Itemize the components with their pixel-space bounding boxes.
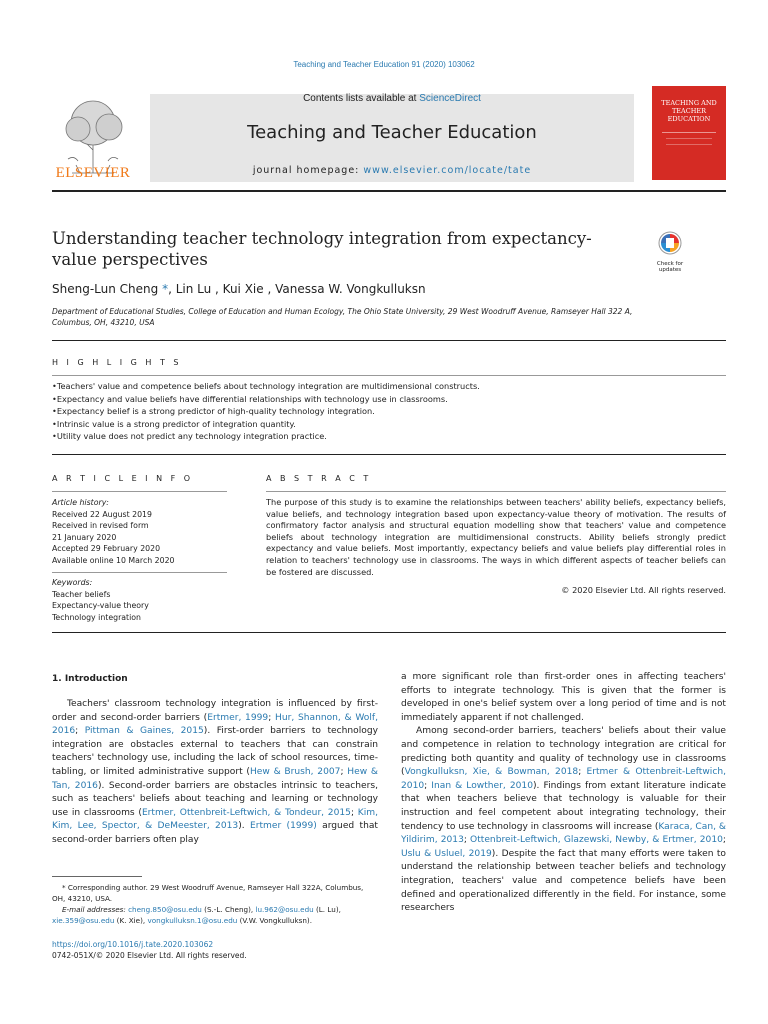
text-run: ; [463, 835, 471, 846]
abstract-bottom-rule [52, 632, 726, 633]
text-run: ). Despite the fact that many efforts were taken to understand the relationship between teacher beliefs and technology integration, teachers' value and competence beliefs have been defined and operationalized differently in the field. For instance, some researchers [401, 848, 726, 914]
text-run: ). [238, 821, 250, 832]
text-run: ). Second-order barriers are obstacles intrinsic to teachers, such as teachers' beliefs about teaching and learning or technology use in classrooms ( [52, 780, 378, 818]
author-name[interactable]: , Vanessa W. Vongkulluksn [263, 282, 426, 296]
right-column [401, 671, 726, 916]
abstract-text: The purpose of this study is to examine the relationships between teachers' ability beliefs, expectancy beliefs, value beliefs, and technology integration based upon expectancy-value theory of motivation. The results of confirmatory factor analysis and structural equation modelling show that teachers' value and competence beliefs about technology integration are multidimensional constructs. Ability beliefs strongly predict expectancy and value beliefs. Most importantly, expectancy beliefs and value beliefs play differential roles in relation to teachers' technology use in classrooms. The ways in which different aspects of teacher beliefs can be fostered are discussed. [266, 497, 726, 577]
text-run: (K. Xie), [114, 916, 148, 925]
intro-paragraph [52, 698, 378, 848]
text-run: ). Findings from extant literature indicate that when teachers believe that technology is valuable for their instruction and feel competent about integrating technology, their tendency to use technology in classrooms will increase ( [401, 780, 726, 832]
history-entry: 21 January 2020 [52, 532, 117, 542]
keyword: Teacher beliefs [52, 589, 111, 599]
introduction-heading: 1. Introduction [52, 674, 128, 684]
journal-homepage [150, 165, 634, 176]
citation-link[interactable]: vongkulluksn.1@osu.edu [147, 916, 238, 925]
citation-link[interactable]: Ertmer, 1999 [207, 712, 269, 723]
info-top-rule [52, 454, 726, 455]
history-entry: Received 22 August 2019 [52, 509, 152, 519]
history-entry: Accepted 29 February 2020 [52, 544, 161, 553]
highlight-item: • Teachers' value and competence beliefs about technology integration are multidimensional constructs. [52, 380, 726, 393]
citation-link[interactable]: Ertmer, Ottenbreit-Leftwich, & Tondeur, 2015 [141, 807, 351, 818]
cover-title: TEACHING AND TEACHER EDUCATION [661, 99, 717, 123]
elsevier-wordmark: ELSEVIER [55, 165, 131, 181]
keyword: Technology integration [52, 612, 141, 622]
article-info-heading: A R T I C L E I N F O [52, 474, 194, 483]
citation-link[interactable]: lu.962@osu.edu [255, 905, 314, 914]
citation-link[interactable]: Ottenbreit-Leftwich, Glazewski, Newby, & Ertmer, 2010 [470, 835, 723, 846]
text-run: (S.-L. Cheng), [201, 905, 256, 914]
email-label: E-mail addresses: [62, 905, 129, 914]
author-name[interactable]: , Lin Lu [168, 282, 212, 296]
cover-divider [666, 144, 712, 145]
history-label: Article history: [52, 498, 109, 507]
journal-title: Teaching and Teacher Education [247, 122, 537, 143]
check-for-updates-icon [650, 230, 690, 258]
highlights-list [52, 380, 726, 443]
contents-line [150, 93, 634, 104]
journal-reference[interactable]: Teaching and Teacher Education 91 (2020) 103062 [293, 60, 475, 69]
text-run: ; [268, 712, 275, 723]
text-run: Teachers' classroom technology integration is influenced by first-order and second-order barriers ( [52, 699, 378, 723]
citation-link[interactable]: Hew & Brush, 2007 [249, 766, 341, 777]
keyword: Expectancy-value theory [52, 601, 149, 610]
homepage-prefix: journal homepage: [252, 165, 364, 176]
citation-link[interactable]: cheng.850@osu.edu [128, 905, 202, 914]
footnote [52, 882, 377, 926]
citation-link[interactable]: Ertmer & Ottenbreit-Leftwich, 2010 [401, 767, 726, 791]
text-run: Among second-order barriers, teachers' beliefs about their value and competence in relation to technology integration are critical for predicting both quantity and quality of technology use in classrooms ( [401, 726, 726, 778]
issn-line: 0742-051X/© 2020 Elsevier Ltd. All rights reserved. [52, 950, 247, 960]
text-run: ; [75, 726, 85, 737]
highlights-top-rule [52, 340, 726, 341]
check-for-updates-label: Check for updates [656, 261, 684, 273]
email-addresses [52, 904, 377, 926]
history-entry: Available online 10 March 2020 [52, 555, 175, 565]
keywords-label: Keywords: [52, 578, 93, 587]
highlights-heading: H I G H L I G H T S [52, 358, 182, 367]
contents-prefix: Contents lists available at [303, 93, 420, 104]
homepage-link[interactable]: www.elsevier.com/locate/tate [363, 165, 532, 176]
text-run: ; [578, 767, 587, 778]
sciencedirect-link[interactable]: ScienceDirect [419, 93, 481, 104]
highlight-item: • Expectancy belief is a strong predictor of high-quality technology integration. [52, 405, 726, 418]
highlight-item: • Utility value does not predict any technology integration practice. [52, 430, 726, 443]
text-run: ; [722, 835, 726, 846]
highlight-item: • Intrinsic value is a strong predictor of integration quantity. [52, 418, 726, 431]
author-name[interactable]: Sheng-Lun Cheng [52, 282, 159, 296]
abstract-rule [266, 491, 726, 492]
history-entry: Received in revised form [52, 521, 149, 530]
citation-link[interactable]: Kim, Kim, Lee, Spector, & DeMeester, 2013 [52, 807, 378, 832]
article-title: Understanding teacher technology integration from expectancy-value perspectives [52, 229, 592, 269]
citation-link[interactable]: Karaca, Can, & Yildirim, 2013 [401, 821, 726, 846]
text-run: argued that second-order barriers often play [52, 821, 378, 845]
corresponding-author-mark[interactable]: * [158, 282, 169, 296]
highlights-rule [52, 375, 726, 376]
citation-link[interactable]: Vongkulluksn, Xie, & Bowman, 2018 [404, 767, 579, 778]
intro-paragraph [401, 725, 726, 915]
left-column [52, 698, 378, 848]
cover-divider [666, 138, 712, 139]
citation-link[interactable]: Hur, Shannon, & Wolf, 2016 [52, 712, 378, 737]
text-run: ; [350, 807, 358, 818]
keywords-rule [52, 572, 227, 573]
doi-block [52, 940, 452, 961]
author-name[interactable]: , Kui Xie [211, 282, 264, 296]
citation-link[interactable]: xie.359@osu.edu [52, 916, 115, 925]
citation-link[interactable]: Uslu & Usluel, 2019 [401, 848, 492, 859]
intro-paragraph: a more significant role than first-order ones in affecting teachers' efforts to integrate technology. This is given that the former is developed in one's belief system over a long period of time and is not immediately apparent if not challenged. [401, 672, 726, 723]
highlight-item: • Expectancy and value beliefs have differential relationships with technology use in classrooms. [52, 393, 726, 406]
citation-link[interactable]: Inan & Lowther, 2010 [431, 780, 533, 791]
text-run: ; [424, 780, 432, 791]
text-run: ; [340, 766, 348, 777]
header-rule [52, 190, 726, 192]
corresponding-author-note: * Corresponding author. 29 West Woodruff Avenue, Ramseyer Hall 322A, Columbus, OH, 43210, USA. [52, 883, 364, 903]
text-run: ). First-order barriers to technology integration are obstacles external to teachers that can constrain teachers' technology use, including the lack of school resources, time-tabling, or limited administrative support ( [52, 726, 378, 777]
citation-link[interactable]: Pittman & Gaines, 2015 [84, 726, 204, 737]
citation-link[interactable]: Ertmer (1999) [249, 821, 317, 832]
author-list [52, 282, 426, 296]
footnote-rule [52, 876, 142, 877]
journal-cover-image[interactable] [652, 86, 726, 180]
abstract-heading: A B S T R A C T [266, 474, 372, 483]
cover-divider [662, 132, 716, 133]
text-run: (V.W. Vongkulluksn). [237, 916, 313, 925]
citation-link[interactable]: Hew & Tan, 2016 [52, 766, 378, 791]
abstract-copyright: © 2020 Elsevier Ltd. All rights reserved. [561, 585, 726, 595]
article-info-rule [52, 491, 227, 492]
article-history [52, 497, 227, 623]
check-for-updates-badge[interactable] [650, 230, 690, 273]
doi-link[interactable]: https://doi.org/10.1016/j.tate.2020.103062 [52, 940, 214, 949]
author-affiliation: Department of Educational Studies, College of Education and Human Ecology, The Ohio State University, 29 West Woodruff Avenue, Ramseyer Hall 322 A, Columbus, OH, 43210, USA [52, 307, 633, 327]
text-run: (L. Lu), [313, 905, 341, 914]
